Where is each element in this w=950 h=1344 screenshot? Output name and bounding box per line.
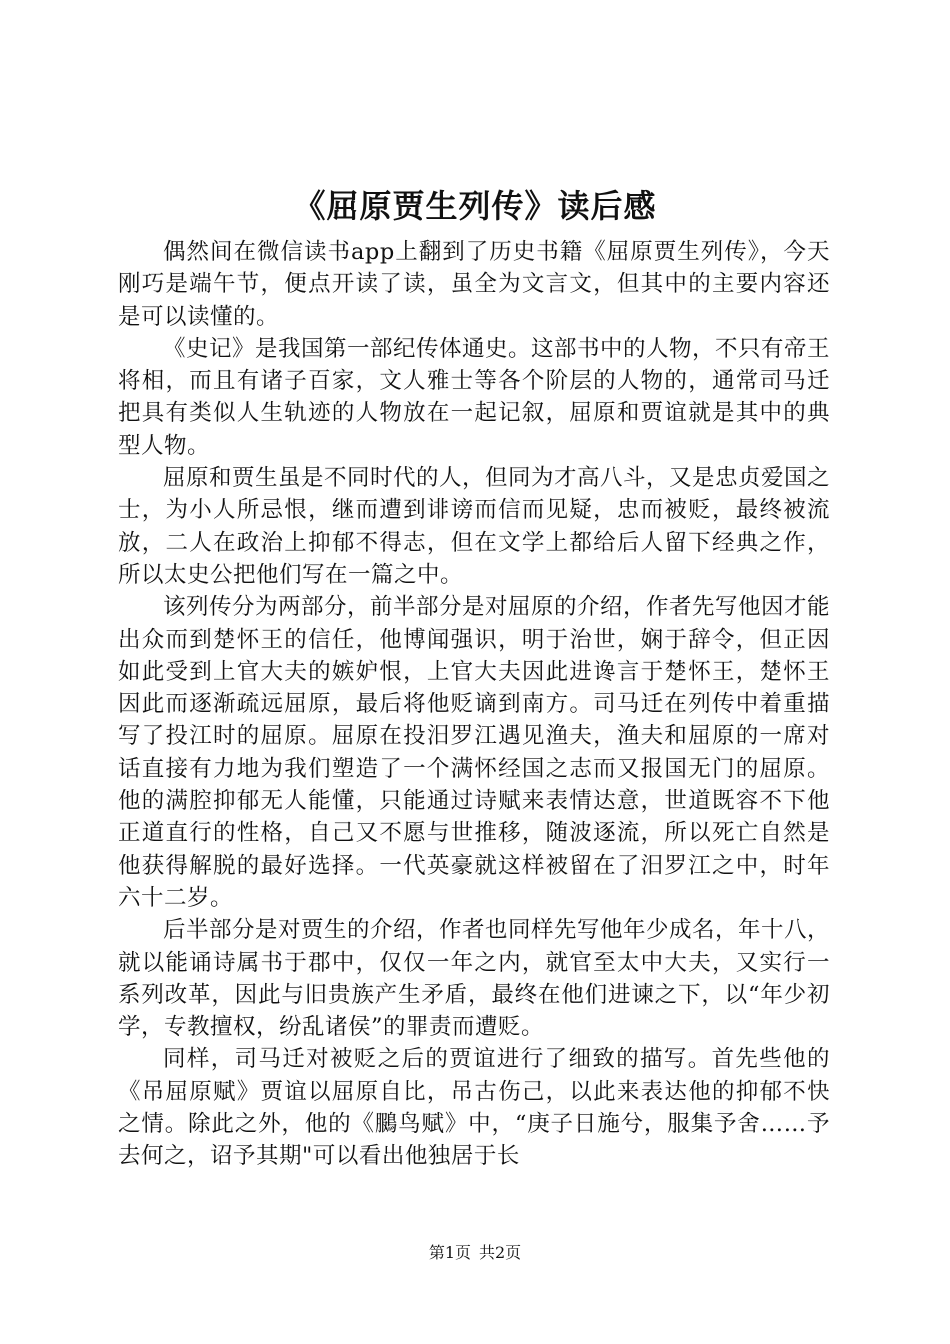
paragraph-3: 屈原和贾生虽是不同时代的人，但同为才高八斗，又是忠贞爱国之士，为小人所忌恨，继而遭到诽谤而信而见疑，忠而被贬，最终被流放，二人在政治上抑郁不得志，但在文学上都给后人留下经典之作，所以太史公把他们写在一篇之中。 (118, 465, 831, 588)
document-body (118, 236, 830, 1173)
paragraph-1: 偶然间在微信读书app上翻到了历史书籍《屈原贾生列传》，今天刚巧是端午节，便点开读了读，虽全为文言文，但其中的主要内容还是可以读懂的。 (118, 239, 830, 330)
paragraph-2: 《史记》是我国第一部纪传体通史。这部书中的人物，不只有帝王将相，而且有诸子百家，文人雅士等各个阶层的人物的，通常司马迁把具有类似人生轨迹的人物放在一起记叙，屈原和贾谊就是其中的典型人物。 (118, 335, 831, 459)
paragraph-4: 该列传分为两部分，前半部分是对屈原的介绍，作者先写他因才能出众而到楚怀王的信任，他博闻强识，明于治世，娴于辞令，但正因如此受到上官大夫的嫉妒恨，上官大夫因此进谗言于楚怀王，楚怀王因此而逐渐疏远屈原，最后将他贬谪到南方。司马迁在列传中着重描写了投江时的屈原。屈原在投汨罗江遇见渔夫，渔夫和屈原的一席对话直接有力地为我们塑造了一个满怀经国之志而又报国无门的屈原。他的满腔抑郁无人能懂，只能通过诗赋来表情达意，世道既容不下他正道直行的性格，自己又不愿与世推移，随波逐流，所以死亡自然是他获得解脱的最好选择。一代英豪就这样被留在了汨罗江之中，时年六十二岁。 (118, 594, 831, 911)
page-footer (0, 1242, 950, 1264)
document-title: 《屈原贾生列传》读后感 (293, 187, 657, 225)
paragraph-5: 后半部分是对贾生的介绍，作者也同样先写他年少成名，年十八，就以能诵诗属书于郡中，仅仅一年之内，就官至太中大夫，又实行一系列改革，因此与旧贵族产生矛盾，最终在他们进谏之下，以“年少初学，专教擅权，纷乱诸侯”的罪责而遭贬。 (118, 917, 831, 1041)
paragraph-6: 同样，司马迁对被贬之后的贾谊进行了细致的描写。首先些他的《吊屈原赋》贾谊以屈原自比，吊古伤己，以此来表达他的抑郁不快之情。除此之外，他的《鵩鸟赋》中，“庚子日施兮，服集予舍……予去何之，诏予其期"可以看出他独居于长 (118, 1046, 830, 1170)
page-total: 共2页 (479, 1243, 522, 1262)
page-number: 第1页 (428, 1243, 471, 1262)
